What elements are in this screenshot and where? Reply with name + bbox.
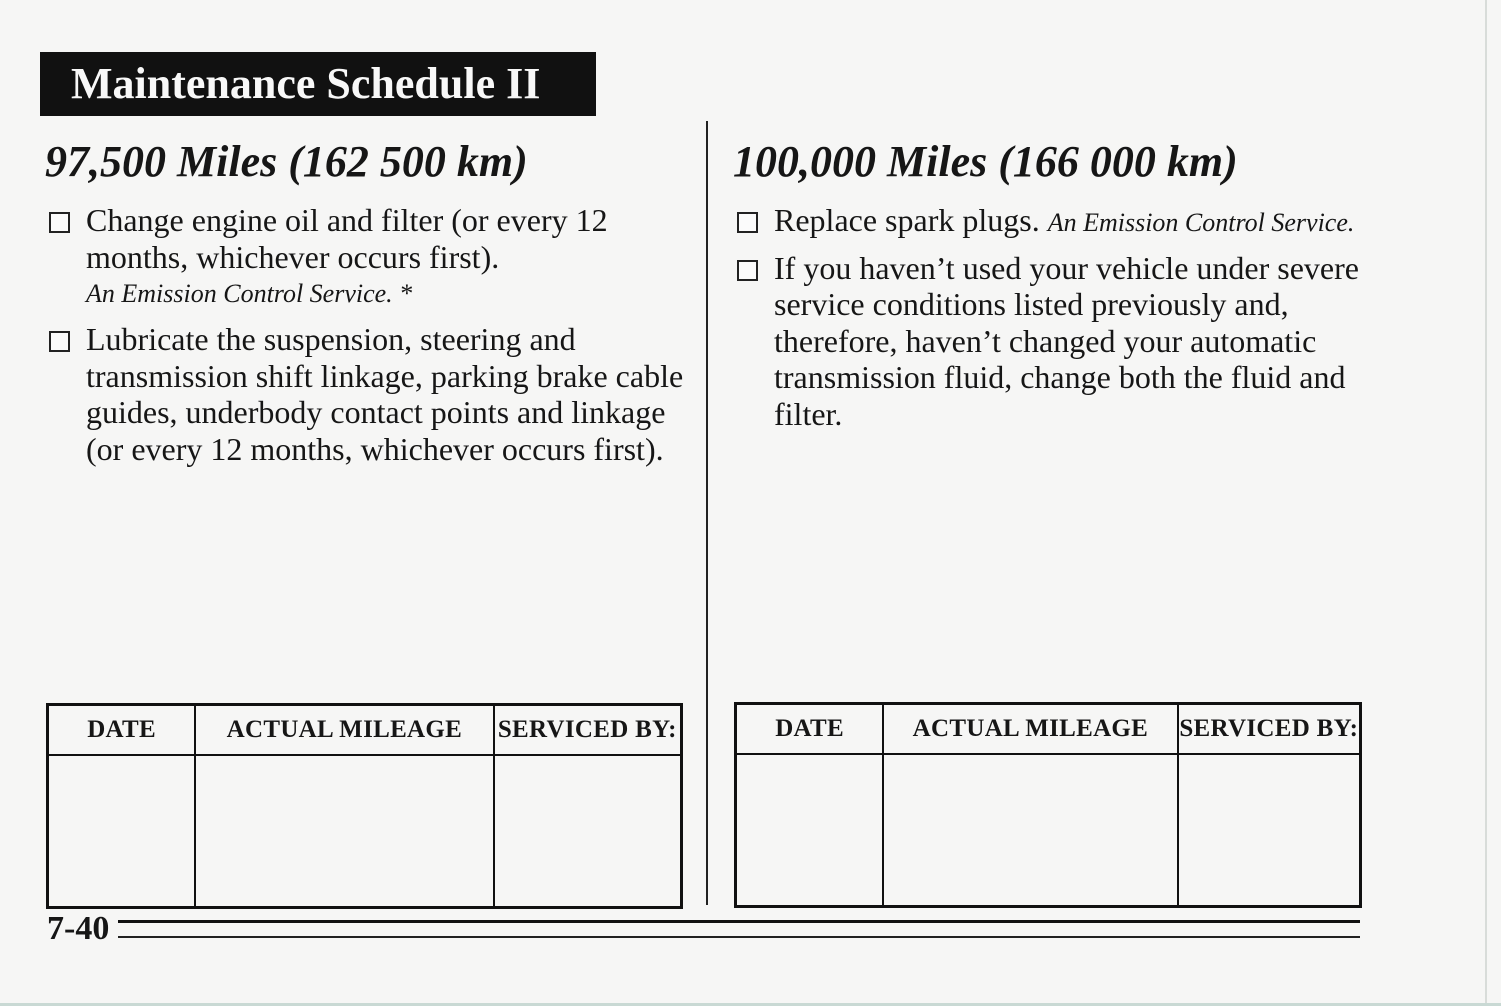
table-header-row — [736, 704, 1361, 755]
mileage-section-97500 — [45, 136, 695, 475]
date-cell[interactable] — [736, 754, 884, 907]
checkbox-icon[interactable] — [49, 212, 70, 233]
emission-control-note: An Emission Control Service. * — [86, 279, 413, 308]
serviced-by-cell[interactable] — [1178, 754, 1361, 907]
service-item-description: Change engine oil and filter (or every 12 months, whichever occurs first). — [86, 202, 608, 275]
service-item-description: Replace spark plugs. — [774, 202, 1040, 238]
mileage-heading-right: 100,000 Miles (166 000 km) — [733, 137, 1238, 186]
service-item-replace-spark-plugs — [733, 202, 1383, 242]
emission-control-note: An Emission Control Service. — [1047, 208, 1355, 237]
service-item-text — [86, 321, 695, 467]
serviced-by-cell[interactable] — [494, 755, 682, 908]
column-divider — [706, 121, 708, 905]
service-item-text — [86, 202, 695, 313]
column-header-serviced-by: SERVICED BY: — [1178, 704, 1361, 755]
checkbox-icon[interactable] — [737, 212, 758, 233]
column-header-date: DATE — [48, 705, 196, 756]
column-header-actual-mileage: ACTUAL MILEAGE — [883, 704, 1177, 755]
mileage-section-100000 — [733, 136, 1383, 440]
section-title: Maintenance Schedule II — [40, 52, 596, 116]
checkbox-icon[interactable] — [49, 331, 70, 352]
date-cell[interactable] — [48, 755, 196, 908]
service-item-description: If you haven’t used your vehicle under severe service conditions listed previously and, therefore, haven’t changed your automatic transmission fluid, change both the fluid and filter. — [774, 249, 1359, 432]
mileage-heading-left: 97,500 Miles (162 500 km) — [45, 137, 528, 186]
service-item-text — [774, 202, 1383, 242]
service-item-lubricate — [45, 321, 695, 467]
service-item-change-oil — [45, 202, 695, 313]
table-row — [48, 755, 682, 908]
checkbox-icon[interactable] — [737, 260, 758, 281]
column-header-actual-mileage: ACTUAL MILEAGE — [195, 705, 493, 756]
service-log-table-right — [734, 702, 1362, 908]
service-item-transmission-fluid — [733, 250, 1383, 433]
table-row — [736, 754, 1361, 907]
footer-rule — [118, 920, 1360, 938]
page-edge — [1485, 0, 1487, 1006]
actual-mileage-cell[interactable] — [195, 755, 493, 908]
page-number: 7-40 — [47, 910, 110, 947]
column-header-date: DATE — [736, 704, 884, 755]
service-item-text — [774, 250, 1383, 433]
table-header-row — [48, 705, 682, 756]
actual-mileage-cell[interactable] — [883, 754, 1177, 907]
service-log-table-left — [46, 703, 683, 909]
service-item-description: Lubricate the suspension, steering and transmission shift linkage, parking brake cable guides, underbody contact points and linkage (or every 12 months, whichever occurs first). — [86, 321, 684, 467]
column-header-serviced-by: SERVICED BY: — [494, 705, 682, 756]
